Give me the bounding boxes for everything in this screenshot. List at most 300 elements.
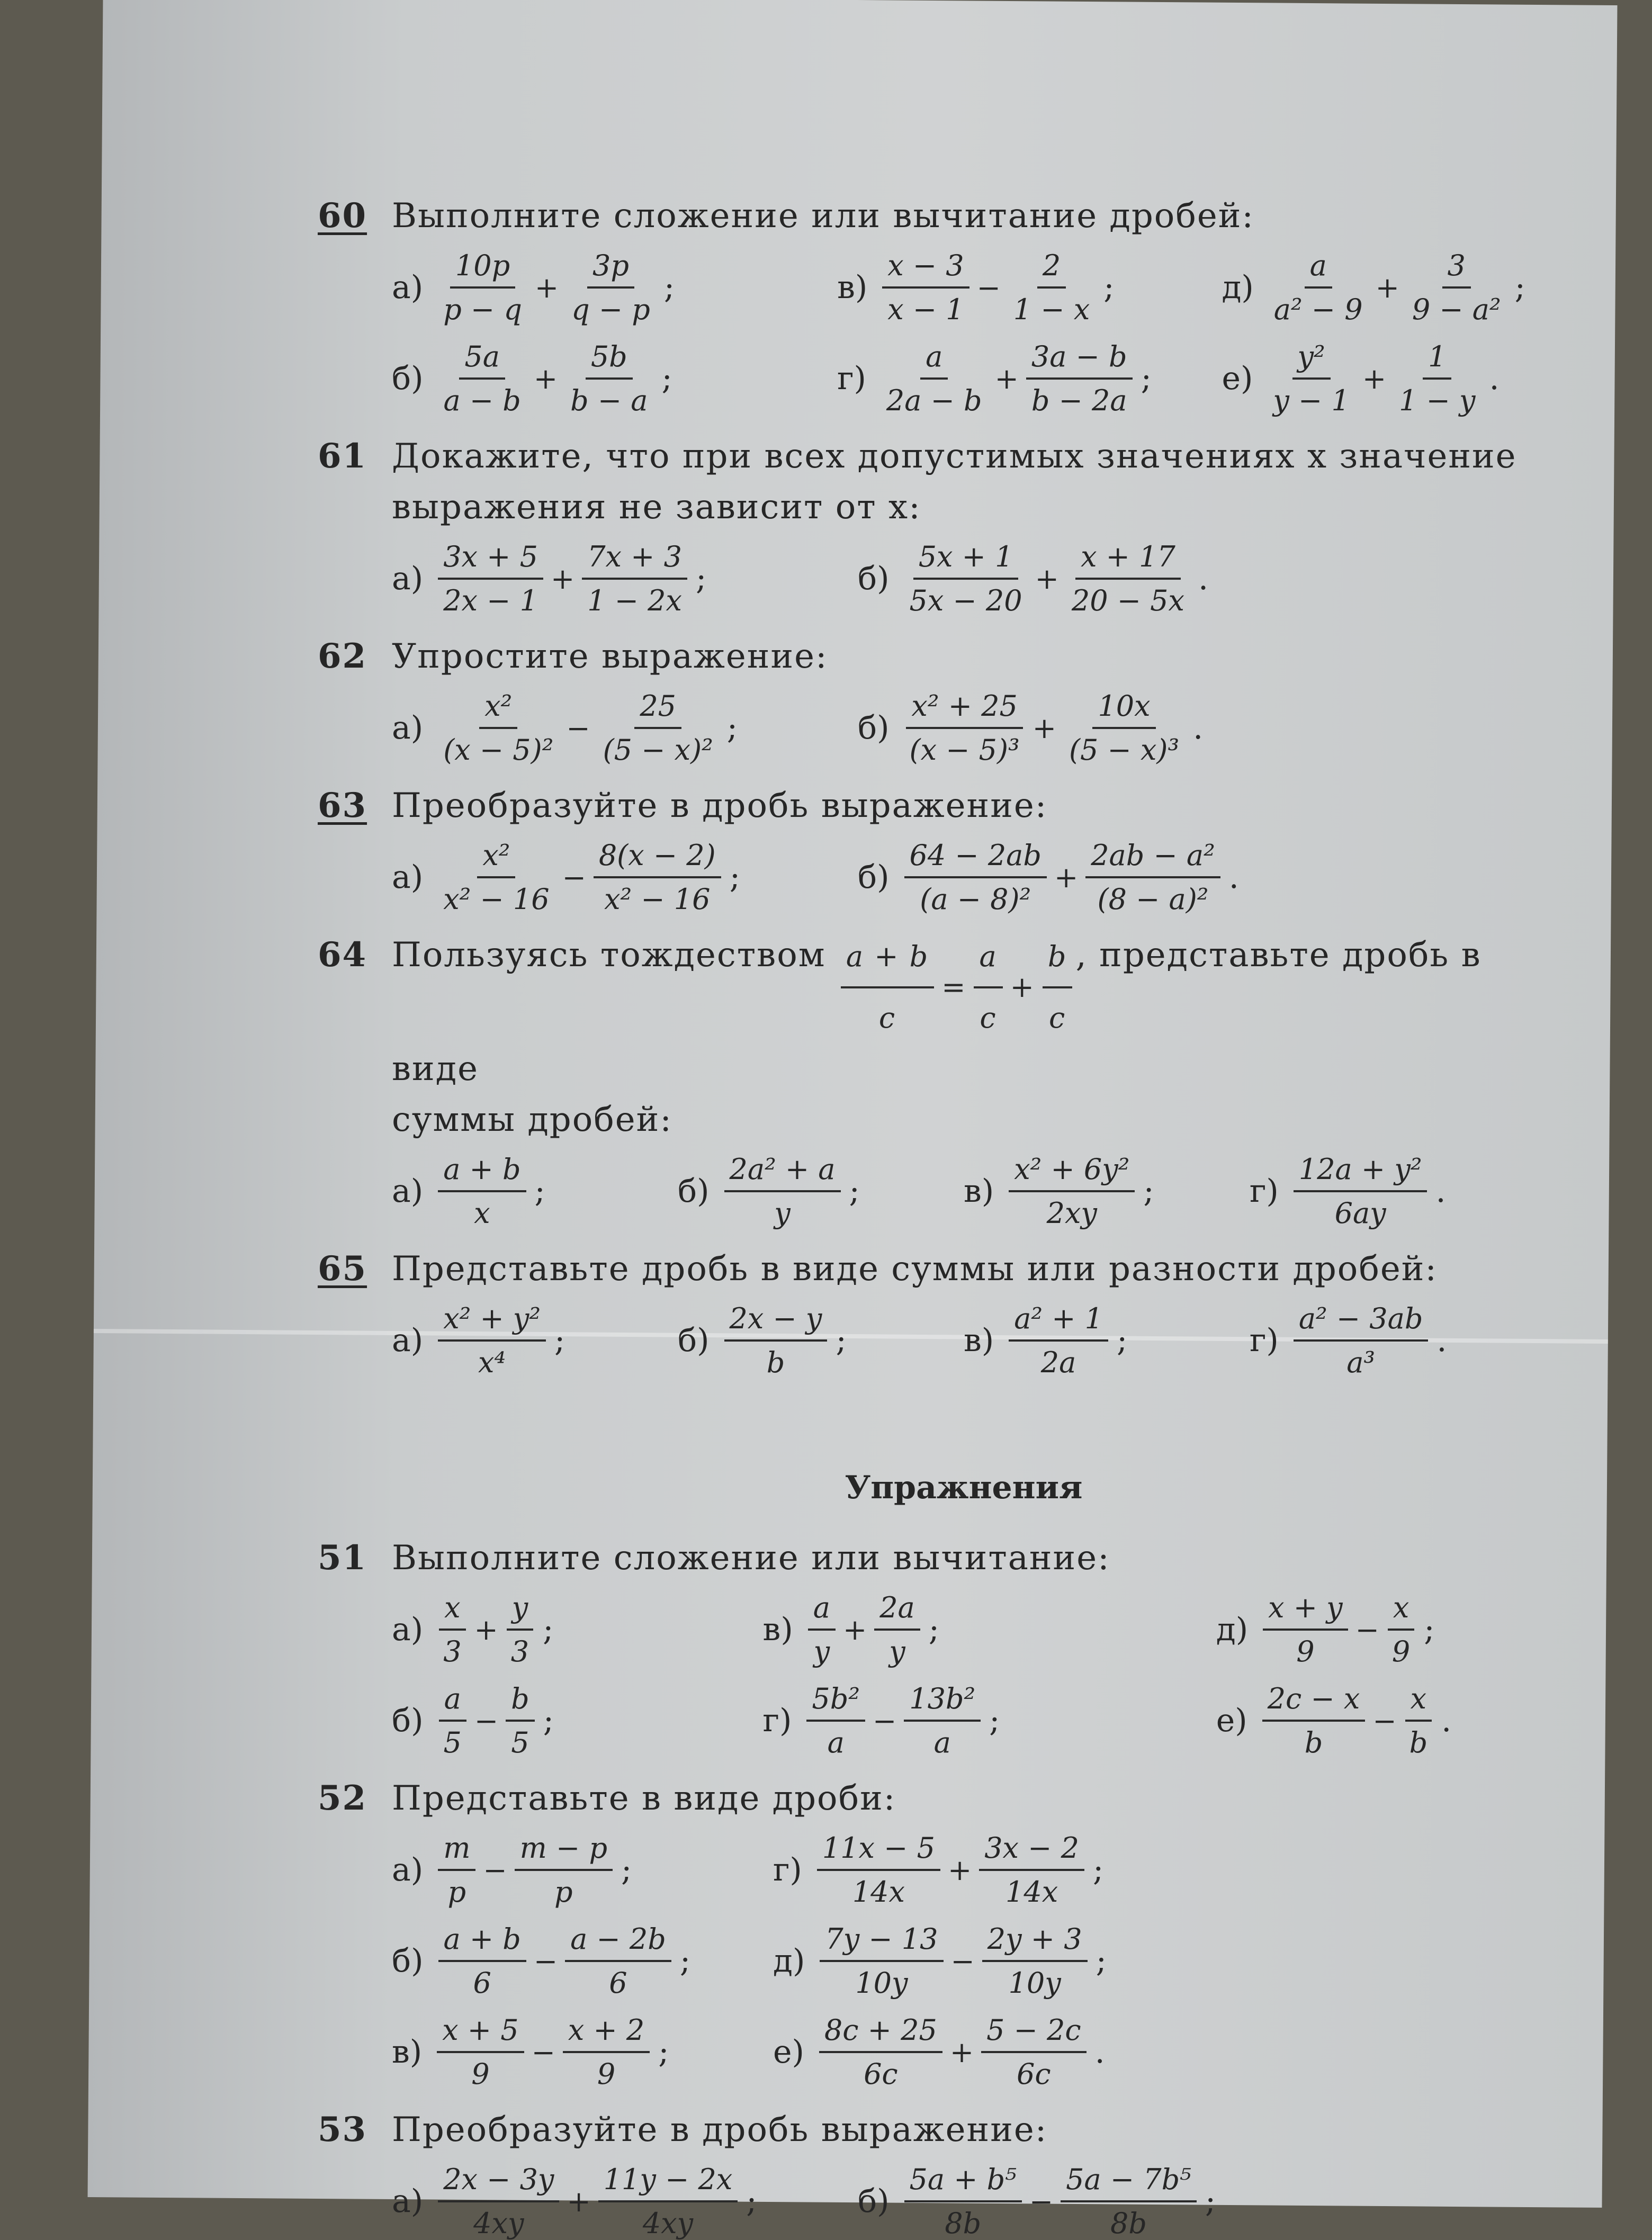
punctuation: ; [1103,269,1115,306]
operator: − [531,2035,555,2069]
denominator: 4xy [642,2207,694,2240]
problem-number: 62 [318,636,367,676]
exercise-item [1250,1302,1536,1379]
numerator: 10x [1092,689,1155,729]
exercise-item [858,540,1260,617]
operator: + [1054,860,1079,894]
item-label: г) [762,1702,792,1739]
denominator: a² − 9 [1273,293,1363,326]
numerator: 64 − 2ab [904,839,1047,878]
fraction [437,2013,524,2091]
exercise-item [837,249,1222,326]
fraction [566,249,656,326]
problem-statement-cont: выражения не зависит от x: [392,488,921,527]
operator: − [1372,1704,1397,1738]
exercise-item [858,689,1260,767]
punctuation: ; [554,1322,565,1359]
numerator: 5a − 7b⁵ [1061,2163,1197,2202]
exercise-item [773,1831,1239,1909]
problem-statement: Представьте в виде дроби: [392,1779,896,1818]
item-label: а) [392,709,424,746]
numerator: 2x − 3y [438,2163,559,2202]
numerator: 11x − 5 [817,1831,940,1871]
denominator: p [554,1875,573,1909]
item-label: а) [392,1851,424,1888]
fraction [438,1682,467,1759]
operator: + [842,1613,867,1647]
fraction [1268,340,1354,417]
fraction [594,839,721,916]
item-label: в) [837,269,868,306]
denominator: (a − 8)² [920,883,1031,916]
problem-52 [318,1773,1536,2091]
denominator: 20 − 5x [1071,584,1184,617]
item-label: а) [392,1611,424,1648]
exercise-item [392,1831,773,1909]
punctuation: ; [726,709,738,746]
punctuation: ; [679,1942,691,1980]
exercise-item [392,249,837,326]
fraction [981,2013,1087,2091]
denominator: c [878,1001,896,1034]
denominator: 2x − 1 [443,584,538,617]
denominator: y [889,1635,905,1668]
exercise-item [1216,1591,1536,1668]
fraction [438,2163,559,2240]
numerator: a [920,340,948,380]
numerator: x + 2 [563,2013,650,2053]
numerator: 2 [1037,249,1066,289]
numerator: 5x + 1 [913,540,1019,580]
item-label: а) [392,2183,424,2220]
problem-63 [318,780,1536,916]
operator: − [483,1853,507,1887]
item-label: а) [392,560,424,597]
fraction [1294,1153,1427,1230]
denominator: b − a [570,384,648,417]
denominator: y − 1 [1273,384,1350,417]
exercise-item [392,540,858,617]
numerator: 1 [1423,340,1451,380]
exercise-item [392,1922,773,2000]
fraction [819,2013,942,2091]
punctuation: ; [1092,1851,1104,1888]
exercise-item [392,1682,763,1759]
denominator: b [766,1346,785,1379]
fraction [1026,340,1133,417]
operator: − [976,271,1001,304]
punctuation: ; [621,1851,632,1888]
item-label: б) [392,360,424,397]
fraction [515,1831,613,1909]
punctuation: . [1489,360,1500,397]
exercise-row [318,689,1536,767]
operator: + [474,1613,498,1647]
fraction [904,1682,981,1759]
punctuation: ; [663,269,675,306]
punctuation: . [1193,709,1204,746]
punctuation: ; [1514,269,1525,306]
fraction [565,1922,671,2000]
numerator: a [808,1591,836,1631]
fraction [1387,1591,1415,1668]
punctuation: ; [1141,360,1152,397]
denominator: 8b [1110,2207,1147,2240]
operator: − [562,860,586,894]
operator: + [534,271,559,304]
fraction [1269,249,1368,326]
denominator: 2a [1040,1346,1076,1379]
fraction [904,540,1028,617]
problem-statement: Представьте дробь в виде суммы или разности дробей: [392,1249,1438,1289]
numerator: a² − 3ab [1294,1302,1429,1342]
item-label: б) [858,709,890,746]
denominator: 6c [864,2057,898,2091]
numerator: 5b [586,340,633,380]
exercise-item [392,689,858,767]
fraction [881,340,987,417]
exercise-item [392,2013,773,2091]
operator: − [872,1704,897,1738]
punctuation: ; [1116,1322,1128,1359]
numerator: 3a − b [1026,340,1133,380]
denominator: 6ay [1334,1197,1386,1230]
denominator: 10y [1008,1966,1061,2000]
fraction [724,1153,841,1230]
fraction [1394,340,1480,417]
item-label: б) [678,1173,710,1210]
fraction [1043,931,1073,1043]
fraction [582,540,687,617]
problem-64 [318,930,1536,1230]
punctuation: ; [1096,1942,1107,1980]
fraction [438,540,543,617]
exercise-row [318,540,1536,617]
fraction [438,839,554,916]
problem-65 [318,1244,1536,1379]
denominator: a³ [1346,1346,1376,1379]
numerator: x² + 6y² [1009,1153,1135,1192]
operator: + [1362,362,1387,395]
punctuation: . [1435,1173,1446,1210]
numerator: 3 [1442,249,1471,289]
denominator: c [1049,1001,1066,1034]
punctuation: ; [849,1173,860,1210]
denominator: q − p [571,293,650,326]
exercise-item [763,1591,1216,1668]
fraction [438,689,559,767]
numerator: 2c − x [1262,1682,1366,1722]
denominator: 2a − b [886,384,982,417]
punctuation: ; [543,1702,554,1739]
operator: − [1029,2184,1054,2218]
punctuation: ; [658,2034,669,2071]
denominator: 6c [1017,2057,1051,2091]
item-label: г) [1250,1322,1279,1359]
identity-formula [838,931,1076,1043]
exercise-item [1250,1153,1536,1230]
item-label: в) [392,2034,423,2071]
exercise-row [318,1922,1536,2000]
punctuation: ; [989,1702,1000,1739]
fraction [806,1682,865,1759]
numerator: 5 − 2c [981,2013,1087,2053]
numerator: b [1043,931,1073,988]
numerator: x [1388,1591,1414,1631]
exercise-item [1216,1682,1536,1759]
denominator: (5 − x)³ [1069,733,1180,767]
fraction [438,340,526,417]
denominator: 8b [945,2207,982,2240]
item-label: а) [392,1173,424,1210]
punctuation: ; [1143,1173,1154,1210]
exercise-row [318,2163,1536,2240]
problem-statement-cont: суммы дробей: [392,1100,672,1139]
exercise-item [964,1153,1250,1230]
denominator: p [447,1875,466,1909]
item-label: д) [1216,1611,1249,1648]
exercise-item [392,1302,678,1379]
numerator: m − p [515,1831,613,1871]
exercise-row [318,1153,1536,1230]
numerator: x + 17 [1075,540,1181,580]
fraction [841,931,934,1043]
item-label: в) [964,1322,994,1359]
problem-statement-tail: , представьте дробь в виде [392,935,1482,1088]
exercise-item [763,1682,1216,1759]
denominator: y [774,1197,791,1230]
fraction [1009,1153,1135,1230]
textbook-page [318,191,1536,2240]
denominator: a [827,1726,845,1759]
operator: + [947,1853,972,1887]
fraction [724,1302,828,1379]
fraction [506,1682,535,1759]
numerator: a + b [438,1153,526,1192]
denominator: 9 [1391,1635,1411,1668]
operator: + [533,362,558,395]
fraction [1009,1302,1108,1379]
denominator: 5 [511,1726,529,1759]
numerator: b [506,1682,535,1722]
numerator: 10p [450,249,515,289]
numerator: 5a [459,340,505,380]
numerator: a − 2b [565,1922,671,1962]
problem-number: 61 [318,436,367,476]
numerator: 3x + 5 [438,540,543,580]
exercise-row [318,1831,1536,1909]
item-label: е) [1216,1702,1247,1739]
fraction [438,1153,526,1230]
operator: + [949,2035,974,2069]
numerator: a [1305,249,1332,289]
exercise-row [318,1302,1536,1379]
denominator: 9 [1296,1635,1315,1668]
fraction [598,2163,738,2240]
numerator: 5a + b⁵ [904,2163,1022,2202]
denominator: y [813,1635,830,1668]
operator: + [1010,970,1035,1004]
numerator: a + b [438,1922,526,1962]
punctuation: ; [746,2183,757,2220]
numerator: 7y − 13 [820,1922,943,1962]
exercise-item [392,1591,763,1668]
operator: + [1035,562,1059,596]
exercise-item [1222,249,1536,326]
fraction [438,1591,466,1668]
fraction [1061,2163,1197,2240]
punctuation: ; [1205,2183,1216,2220]
denominator: x − 1 [887,293,964,326]
fraction [438,1922,526,2000]
numerator: y [507,1591,534,1631]
item-label: е) [1222,360,1253,397]
exercise-row [318,1591,1536,1668]
numerator: x + 5 [437,2013,524,2053]
problem-statement: Докажите, что при всех допустимых значениях x значение [392,437,1517,476]
numerator: 7x + 3 [582,540,687,580]
punctuation: ; [1424,1611,1435,1648]
denominator: (8 − a)² [1097,883,1209,916]
denominator: a [933,1726,951,1759]
fraction [817,1831,940,1909]
denominator: 3 [510,1635,529,1668]
numerator: x + y [1263,1591,1348,1631]
numerator: a² + 1 [1009,1302,1108,1342]
exercise-row [318,839,1536,916]
item-label: б) [392,1942,424,1980]
operator: + [994,362,1019,395]
fraction [438,1302,546,1379]
exercise-item [1222,340,1536,417]
exercise-item [964,1302,1250,1379]
problem-statement: Выполните сложение или вычитание дробей: [392,196,1254,236]
fraction [565,340,653,417]
punctuation: ; [729,859,740,896]
problem-statement: Преобразуйте в дробь выражение: [392,2110,1048,2149]
problem-number: 65 [318,1249,367,1289]
problem-statement: Пользуясь тождеством [392,935,826,975]
operator: − [533,1944,558,1978]
numerator: 5b² [806,1682,865,1722]
fraction [979,1831,1084,1909]
numerator: 2a² + a [724,1153,841,1192]
fraction [1407,249,1506,326]
problem-51 [318,1533,1536,1759]
operator: = [941,970,967,1004]
item-label: а) [392,1322,424,1359]
fraction [808,1591,836,1668]
fraction [598,689,719,767]
denominator: 14x [852,1875,905,1909]
item-label: б) [678,1322,710,1359]
problem-number: 51 [318,1538,367,1578]
exercise-item [678,1302,964,1379]
exercise-item [837,340,1222,417]
exercise-item [773,2013,1239,2091]
exercise-row [318,1682,1536,1759]
exercise-item [858,839,1260,916]
punctuation: . [1094,2034,1105,2071]
item-label: в) [964,1173,994,1210]
numerator: x² + y² [438,1302,546,1342]
fraction [820,1922,943,2000]
problem-statement: Выполните сложение или вычитание: [392,1539,1110,1578]
denominator: 6 [609,1966,627,2000]
denominator: 3 [443,1635,462,1668]
problem-number: 63 [318,786,367,825]
item-label: д) [773,1942,805,1980]
fraction [563,2013,650,2091]
exercise-item [392,1153,678,1230]
item-label: б) [392,1702,424,1739]
denominator: b [1304,1726,1323,1759]
punctuation: ; [928,1611,939,1648]
operator: − [474,1704,499,1738]
numerator: x² [479,689,517,729]
numerator: 2ab − a² [1085,839,1220,878]
numerator: 8c + 25 [819,2013,942,2053]
fraction [1404,1682,1433,1759]
numerator: 25 [634,689,681,729]
item-label: г) [773,1851,802,1888]
exercise-item [392,2163,858,2240]
problem-number: 64 [318,935,367,975]
numerator: a [974,931,1002,988]
fraction [1294,1302,1429,1379]
problem-number: 53 [318,2110,367,2149]
denominator: 2xy [1046,1197,1097,1230]
fraction [1085,839,1220,916]
problem-61 [318,431,1536,617]
item-label: д) [1222,269,1254,306]
exercise-item [678,1153,964,1230]
operator: + [1375,271,1399,304]
denominator: 9 − a² [1412,293,1501,326]
fraction [904,839,1047,916]
denominator: b − 2a [1031,384,1127,417]
punctuation: ; [543,1611,554,1648]
numerator: 3x − 2 [979,1831,1084,1871]
exercise-row [318,2013,1536,2091]
fraction [438,249,527,326]
item-label: а) [392,859,424,896]
denominator: b [1409,1726,1428,1759]
punctuation: ; [695,560,707,597]
problem-statement: Преобразуйте в дробь выражение: [392,786,1048,825]
operator: − [1355,1613,1379,1647]
numerator: x [1405,1682,1432,1722]
denominator: a − b [443,384,521,417]
denominator: 4xy [473,2207,524,2240]
denominator: (5 − x)² [603,733,713,767]
fraction [904,689,1025,767]
problem-statement: Упростите выражение: [392,637,828,676]
punctuation: ; [661,360,672,397]
exercise-item [392,340,837,417]
numerator: x − 3 [882,249,969,289]
operator: + [567,2184,591,2218]
operator: − [950,1944,975,1978]
denominator: (x − 5)² [443,733,554,767]
problem-62 [318,631,1536,767]
fraction [438,1831,475,1909]
fraction [1008,249,1095,326]
punctuation: . [1228,859,1239,896]
denominator: 5x − 20 [909,584,1022,617]
item-label: г) [1250,1173,1279,1210]
problem-number: 60 [318,196,367,236]
